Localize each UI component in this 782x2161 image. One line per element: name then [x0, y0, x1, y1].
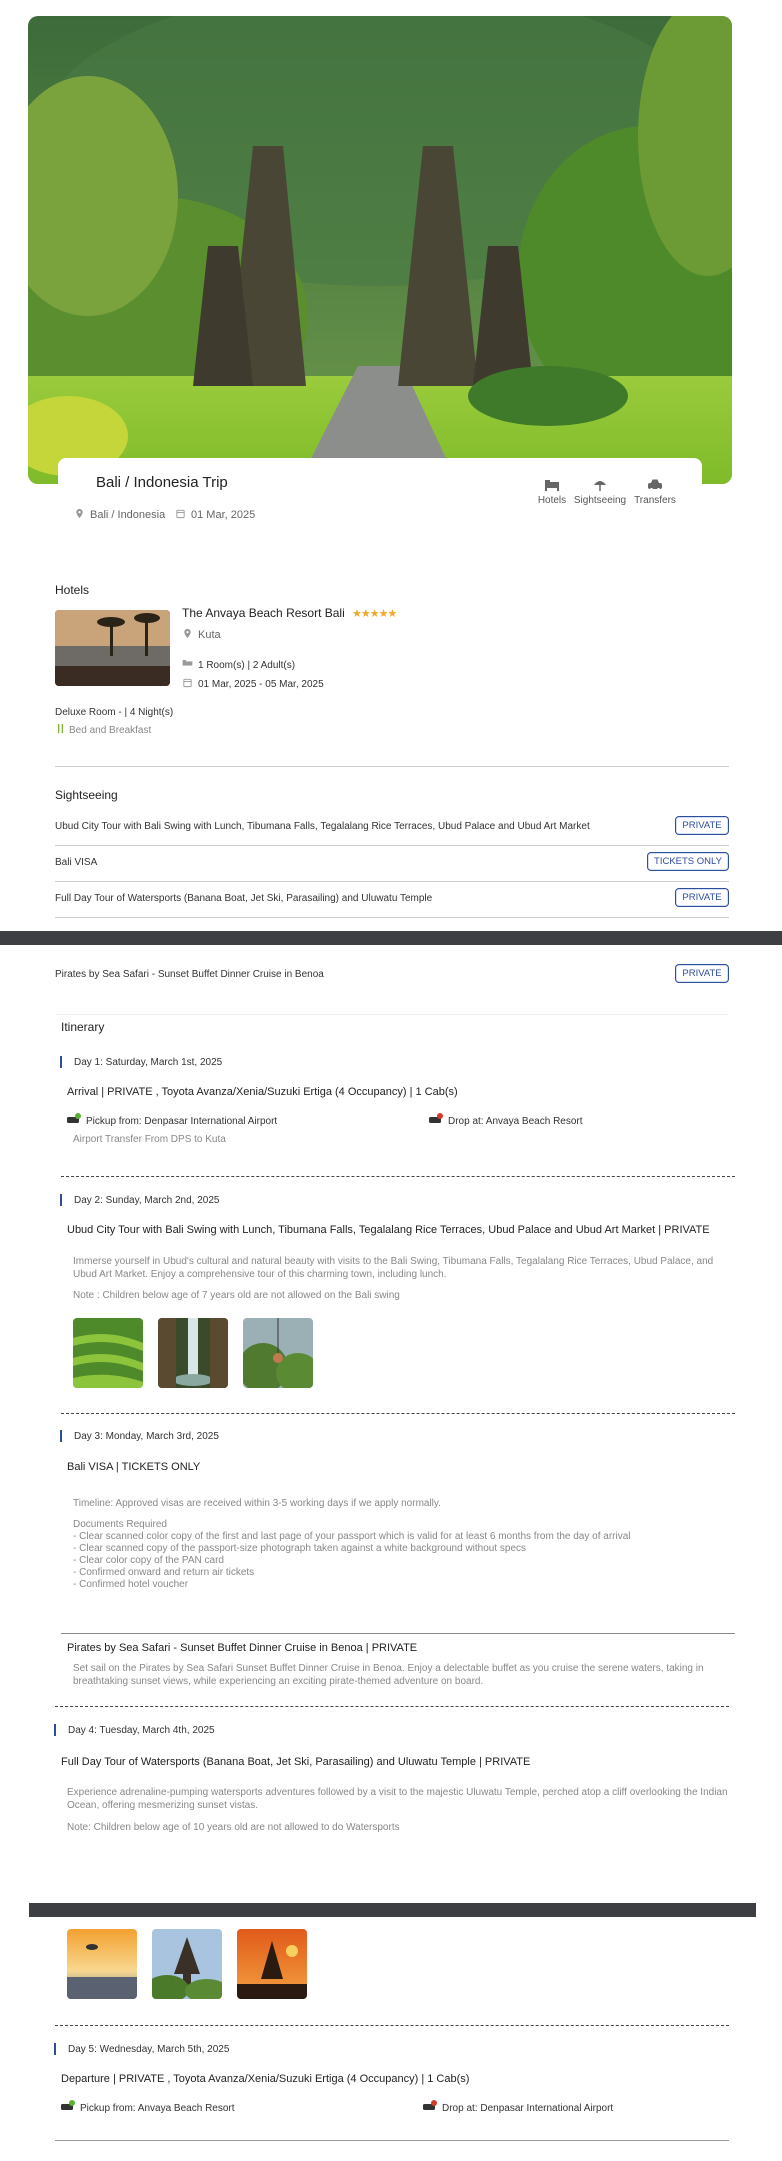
umbrella-icon — [592, 478, 608, 492]
divider — [55, 881, 729, 882]
day-photo — [73, 1318, 143, 1388]
fork-knife-icon — [55, 723, 66, 734]
trip-icon-label: Hotels — [537, 495, 567, 506]
day-label: Day 2: Sunday, March 2nd, 2025 — [74, 1195, 220, 1206]
day-title: Arrival | PRIVATE , Toyota Avanza/Xenia/Suzuki Ertiga (4 Occupancy) | 1 Cab(s) — [67, 1086, 458, 1098]
day-photo — [152, 1929, 222, 1999]
day-marker — [60, 1194, 62, 1206]
calendar-icon — [175, 508, 186, 519]
hotel-rooms-text: 1 Room(s) | 2 Adult(s) — [198, 660, 296, 671]
hero-image — [28, 16, 732, 484]
trip-icon-label: Transfers — [634, 495, 676, 506]
day-marker — [54, 1724, 56, 1736]
trip-date-text: 01 Mar, 2025 — [191, 509, 256, 521]
documents-heading: Documents Required — [73, 1519, 167, 1530]
trip-icon-label: Sightseeing — [573, 495, 627, 506]
location-pin-icon — [182, 628, 193, 639]
day-note: Note: Children below age of 10 years old are not allowed to do Watersports — [67, 1822, 400, 1833]
hotel-star-rating: ★★★★★ — [352, 608, 397, 620]
hotels-heading: Hotels — [55, 583, 90, 597]
drop-text: Drop at: Anvaya Beach Resort — [448, 1116, 583, 1127]
divider — [55, 766, 729, 767]
trip-hotels-link[interactable] — [532, 478, 572, 506]
pickup-text: Pickup from: Denpasar International Airport — [86, 1116, 278, 1127]
bed-icon — [544, 478, 560, 492]
document-item: - Clear scanned color copy of the first and last page of your passport which is valid for at least 6 months from the day of arrival — [73, 1531, 631, 1542]
hotel-dates — [182, 677, 324, 690]
day-description: Immerse yourself in Ubud's cultural and natural beauty with visits to the Bali Swing, Tibumana Falls, Tegalalang Rice Terraces, Ubud Palace, and Ubud Art Market. Enjoy a comprehensive tour of this charming town, including lunch. — [73, 1256, 714, 1280]
sightseeing-heading: Sightseeing — [55, 788, 118, 802]
document-item: - Confirmed hotel voucher — [73, 1579, 189, 1590]
day-separator — [55, 2025, 729, 2026]
sightseeing-item: Ubud City Tour with Bali Swing with Lunch, Tibumana Falls, Tegalalang Rice Terraces, Ubud Palace and Ubud Art Market — [55, 821, 590, 832]
drop-text: Drop at: Denpasar International Airport — [442, 2103, 614, 2114]
car-icon — [647, 478, 663, 492]
day-label: Day 1: Saturday, March 1st, 2025 — [74, 1057, 223, 1068]
pickup-info — [67, 1113, 277, 1127]
hotel-area — [182, 628, 221, 641]
day-marker — [60, 1430, 62, 1442]
visa-timeline: Timeline: Approved visas are received within 3-5 working days if we apply normally. — [73, 1498, 441, 1509]
drop-info — [423, 2100, 613, 2114]
sightseeing-badge: TICKETS ONLY — [647, 852, 729, 871]
trip-location — [74, 508, 165, 521]
page-break-band — [0, 931, 782, 945]
sightseeing-badge: PRIVATE — [675, 816, 729, 835]
calendar-icon — [182, 677, 193, 688]
trip-sightseeing-link[interactable] — [570, 478, 630, 506]
day-note: Note : Children below age of 7 years old are not allowed on the Bali swing — [73, 1290, 400, 1301]
trip-date — [175, 508, 255, 521]
cruise-title: Pirates by Sea Safari - Sunset Buffet Dinner Cruise in Benoa | PRIVATE — [67, 1642, 418, 1654]
day-photo — [243, 1318, 313, 1388]
itinerary-heading: Itinerary — [61, 1020, 105, 1034]
bed-icon — [182, 658, 193, 669]
sightseeing-item: Full Day Tour of Watersports (Banana Boat, Jet Ski, Parasailing) and Uluwatu Temple — [55, 893, 433, 904]
location-pin-icon — [74, 508, 85, 519]
sightseeing-item: Bali VISA — [55, 857, 98, 868]
hotel-meal-text: Bed and Breakfast — [69, 725, 152, 736]
day-title: Full Day Tour of Watersports (Banana Boat, Jet Ski, Parasailing) and Uluwatu Temple | PRIVATE — [61, 1756, 531, 1768]
day-label: Day 3: Monday, March 3rd, 2025 — [74, 1431, 219, 1442]
car-pickup-icon — [67, 1113, 81, 1125]
day-photo — [67, 1929, 137, 1999]
sightseeing-item: Pirates by Sea Safari - Sunset Buffet Dinner Cruise in Benoa — [55, 969, 324, 980]
document-item: - Clear color copy of the PAN card — [73, 1555, 224, 1566]
document-item: - Clear scanned copy of the passport-size photograph taken against a white background without specs — [73, 1543, 527, 1554]
hotel-meal — [55, 723, 151, 736]
hotel-name: The Anvaya Beach Resort Bali — [182, 606, 345, 620]
day-title: Bali VISA | TICKETS ONLY — [67, 1461, 201, 1473]
car-pickup-icon — [61, 2100, 75, 2112]
sightseeing-badge: PRIVATE — [675, 964, 729, 983]
day-title: Departure | PRIVATE , Toyota Avanza/Xenia/Suzuki Ertiga (4 Occupancy) | 1 Cab(s) — [61, 2073, 470, 2085]
drop-info — [429, 1113, 583, 1127]
day-separator — [61, 1176, 735, 1177]
day-label: Day 4: Tuesday, March 4th, 2025 — [68, 1725, 215, 1736]
day-separator — [55, 1706, 729, 1707]
day-separator — [61, 1413, 735, 1414]
divider — [55, 1014, 729, 1015]
sightseeing-badge: PRIVATE — [675, 888, 729, 907]
trip-transfers-link[interactable] — [630, 478, 680, 506]
cruise-description: Set sail on the Pirates by Sea Safari Sunset Buffet Dinner Cruise in Benoa. Enjoy a delectable buffet as you cruise the serene waters, taking in breathtaking sunset views, while experiencing an exciting pirate-themed adventure on board. — [73, 1663, 704, 1687]
page-break-band — [29, 1903, 756, 1917]
document-item: - Confirmed onward and return air tickets — [73, 1567, 255, 1578]
hotel-photo — [55, 610, 170, 686]
day-marker — [54, 2043, 56, 2055]
hotel-area-text: Kuta — [198, 629, 221, 641]
divider — [55, 845, 729, 846]
divider — [61, 1633, 735, 1634]
day-note: Airport Transfer From DPS to Kuta — [73, 1134, 226, 1145]
trip-title: Bali / Indonesia Trip — [96, 474, 228, 491]
hotel-dates-text: 01 Mar, 2025 - 05 Mar, 2025 — [198, 679, 324, 690]
divider — [55, 2140, 729, 2141]
day-marker — [60, 1056, 62, 1068]
trip-location-text: Bali / Indonesia — [90, 509, 166, 521]
pickup-text: Pickup from: Anvaya Beach Resort — [80, 2103, 235, 2114]
pickup-info — [61, 2100, 235, 2114]
day-photo — [158, 1318, 228, 1388]
day-description: Experience adrenaline-pumping watersports adventures followed by a visit to the majestic Uluwatu Temple, perched atop a cliff overlooking the Indian Ocean, offering mesmerizing sunset vistas. — [67, 1787, 728, 1811]
day-photo — [237, 1929, 307, 1999]
divider — [55, 917, 729, 918]
car-drop-icon — [423, 2100, 437, 2112]
hotel-rooms — [182, 658, 295, 671]
car-drop-icon — [429, 1113, 443, 1125]
hotel-room-type: Deluxe Room - | 4 Night(s) — [55, 707, 174, 718]
day-label: Day 5: Wednesday, March 5th, 2025 — [68, 2044, 230, 2055]
day-title: Ubud City Tour with Bali Swing with Lunch, Tibumana Falls, Tegalalang Rice Terraces, Ubud Palace and Ubud Art Market | PRIVATE — [67, 1224, 710, 1236]
